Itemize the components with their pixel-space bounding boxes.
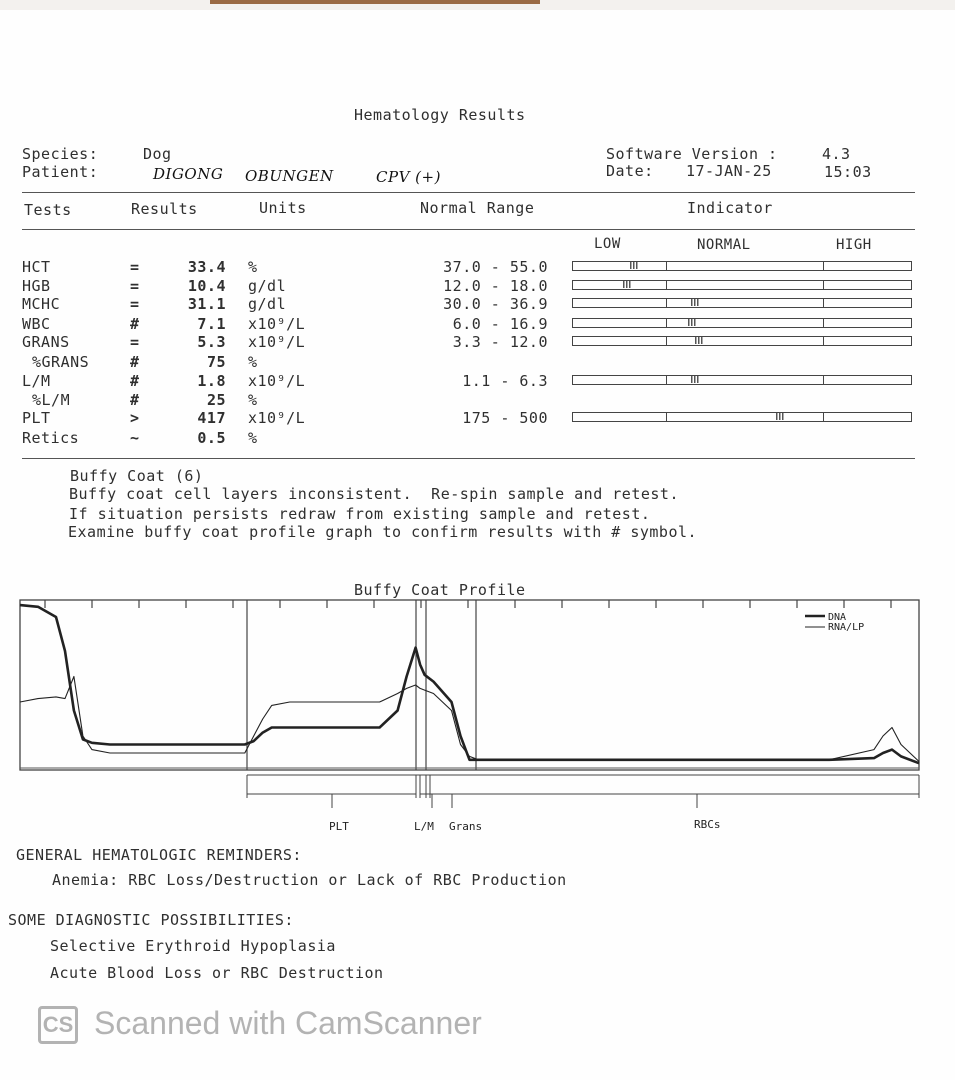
test-name: PLT (22, 409, 51, 427)
col-header-units: Units (259, 199, 307, 217)
possibilities-item-1: Selective Erythroid Hypoplasia (50, 937, 336, 955)
result-value: 7.1 (197, 315, 226, 333)
normal-range: 3.3 - 12.0 (452, 333, 548, 351)
normal-range: 37.0 - 55.0 (443, 258, 548, 276)
col-header-results: Results (131, 200, 198, 218)
indicator-high-label: HIGH (836, 237, 872, 253)
species-value: Dog (143, 145, 172, 163)
reminders-item-1: Anemia: RBC Loss/Destruction or Lack of RBC Production (52, 871, 567, 889)
col-header-normal-range: Normal Range (420, 199, 535, 217)
message-line-3: If situation persists redraw from existing sample and retest. (69, 505, 651, 523)
result-flag: = (130, 277, 140, 295)
test-name: L/M (22, 372, 51, 390)
possibilities-item-2: Acute Blood Loss or RBC Destruction (50, 964, 384, 982)
patient-label: Patient: (22, 163, 99, 181)
report-title: Hematology Results (354, 106, 526, 124)
region-label-rbcs: RBCs (694, 818, 721, 831)
patient-diagnosis-handwritten: CPV (+) (376, 168, 441, 186)
region-label-lm: L/M (414, 820, 434, 833)
result-unit: % (248, 258, 258, 276)
chart-title: Buffy Coat Profile (354, 581, 526, 599)
camscanner-logo: CS (38, 1006, 78, 1044)
result-flag: = (130, 258, 140, 276)
result-unit: % (248, 391, 258, 409)
indicator-low-label: LOW (594, 236, 621, 252)
time-value: 15:03 (824, 163, 872, 181)
legend-label: DNA (828, 612, 847, 623)
region-label-plt: PLT (329, 820, 349, 833)
legend-label: RNA/LP (828, 622, 865, 633)
camscanner-watermark: Scanned with CamScanner (94, 1005, 482, 1041)
message-line-2: Buffy coat cell layers inconsistent. Re-spin sample and retest. (69, 485, 679, 503)
test-name: %L/M (32, 391, 71, 409)
result-flag: # (130, 315, 140, 333)
test-name: HGB (22, 277, 51, 295)
result-value: 33.4 (187, 258, 226, 276)
software-label: Software Version : (606, 145, 778, 163)
result-unit: x10⁹/L (248, 333, 306, 351)
patient-name-handwritten: DIGONG (153, 165, 224, 183)
reminders-heading: GENERAL HEMATOLOGIC REMINDERS: (16, 846, 302, 864)
normal-range: 1.1 - 6.3 (462, 372, 548, 390)
message-line-4: Examine buffy coat profile graph to confirm results with # symbol. (68, 523, 698, 541)
test-name: %GRANS (32, 353, 90, 371)
result-flag: ~ (130, 429, 140, 447)
result-value: 5.3 (197, 333, 226, 351)
test-name: GRANS (22, 333, 70, 351)
date-label: Date: (606, 162, 654, 180)
message-line-1: Buffy Coat (6) (70, 467, 204, 485)
result-value: 10.4 (187, 277, 226, 295)
possibilities-heading: SOME DIAGNOSTIC POSSIBILITIES: (8, 911, 294, 929)
date-value: 17-JAN-25 (686, 162, 772, 180)
normal-range: 12.0 - 18.0 (443, 277, 548, 295)
test-name: MCHC (22, 295, 61, 313)
result-flag: = (130, 333, 140, 351)
result-value: 0.5 (197, 429, 226, 447)
test-name: WBC (22, 315, 51, 333)
result-unit: g/dl (248, 277, 287, 295)
result-flag: > (130, 409, 140, 427)
result-unit: g/dl (248, 295, 287, 313)
result-flag: # (130, 391, 140, 409)
test-name: HCT (22, 258, 51, 276)
result-unit: x10⁹/L (248, 409, 306, 427)
patient-surname-handwritten: OBUNGEN (245, 167, 334, 185)
normal-range: 175 - 500 (462, 409, 548, 427)
result-value: 75 (206, 353, 226, 371)
result-value: 25 (206, 391, 226, 409)
series-line-rna-lp (20, 677, 919, 762)
software-version: 4.3 (822, 145, 851, 163)
result-flag: # (130, 372, 140, 390)
result-unit: x10⁹/L (248, 315, 306, 333)
indicator-normal-label: NORMAL (697, 237, 751, 253)
species-label: Species: (22, 145, 99, 163)
result-value: 1.8 (197, 372, 226, 390)
col-header-indicator: Indicator (687, 199, 773, 217)
result-unit: % (248, 353, 258, 371)
series-line-dna (20, 605, 919, 763)
result-unit: x10⁹/L (248, 372, 306, 390)
result-value: 31.1 (187, 295, 226, 313)
col-header-tests: Tests (24, 201, 72, 219)
region-label-grans: Grans (449, 820, 483, 833)
result-value: 417 (197, 409, 226, 427)
result-unit: % (248, 429, 258, 447)
result-flag: # (130, 353, 140, 371)
test-name: Retics (22, 429, 80, 447)
result-flag: = (130, 295, 140, 313)
normal-range: 6.0 - 16.9 (452, 315, 548, 333)
normal-range: 30.0 - 36.9 (443, 295, 548, 313)
